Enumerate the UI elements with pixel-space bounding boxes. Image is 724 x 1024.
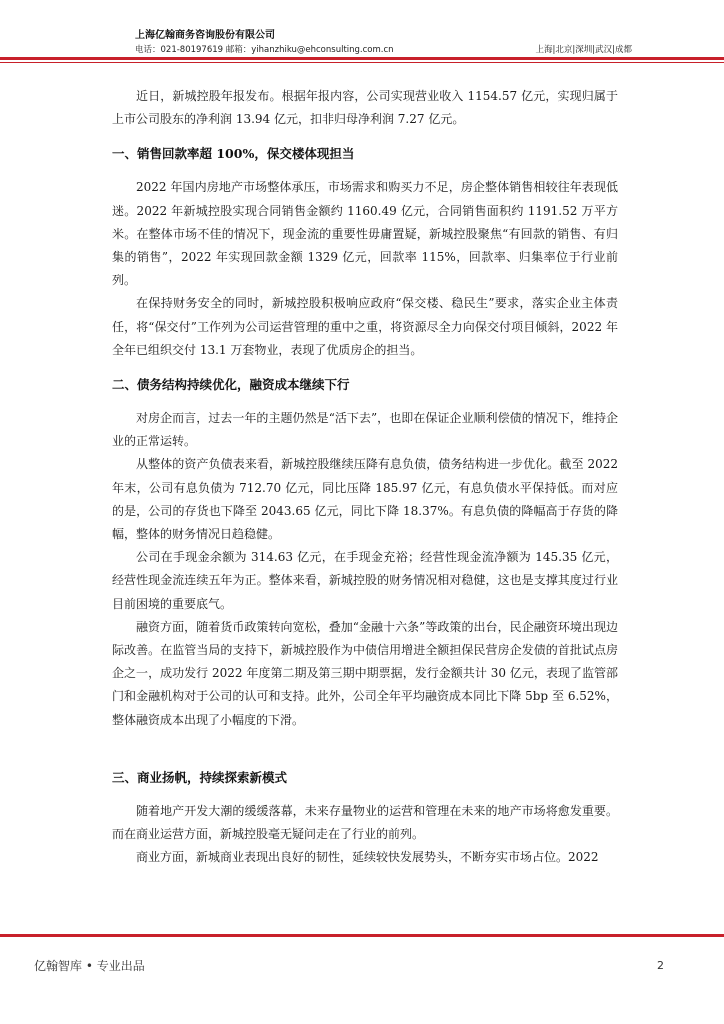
section-2-paragraph-1: 对房企而言，过去一年的主题仍然是“活下去”，也即在保证企业顺利偿债的情况下，维持企业的正常运转。	[112, 411, 618, 449]
section-2-paragraph-4: 融资方面，随着货币政策转向宽松，叠加“金融十六条”等政策的出台，民企融资环境出现边际改善。在监管当局的支持下，新城控股作为中债信用增进全额担保民营房企发债的首批试点房企之一，成功发行 2022 年度第二期及第三期中期票据，发行金额共计 30 亿元，表现了监管部门和金融机构对于公司的认可和支持。此外，公司全年平均融资成本同比下降 5bp 至 6.52%，整体融资成本出现了小幅度的下滑。	[112, 619, 618, 727]
section-2-paragraph-3: 公司在手现金余额为 314.63 亿元，在手现金充裕；经营性现金流净额为 145.35 亿元，经营性现金流连续五年为正。整体来看，新城控股的财务情况相对稳健，这也是支撑其度过行业目前困境的重要底气。	[112, 550, 618, 611]
footer-divider	[0, 934, 724, 937]
contact-info: 电话：021-80197619 邮箱：yihanzhiku@ehconsulting.com.cn	[135, 45, 394, 55]
section-3-paragraph-2: 商业方面，新城商业表现出良好的韧性，延续较快发展势头，不断夯实市场占位。2022	[136, 850, 599, 865]
article-body	[112, 85, 618, 869]
header-divider	[0, 57, 724, 60]
section-2-title: 二、债务结构持续优化，融资成本继续下行	[112, 377, 350, 393]
section-3-paragraph-1: 随着地产开发大潮的缓缓落幕，未来存量物业的运营和管理在未来的地产市场将愈发重要。而在商业运营方面，新城控股毫无疑问走在了行业的前列。	[112, 803, 618, 842]
footer-brand: 亿翰智库 • 专业出品	[34, 959, 145, 973]
section-1-paragraph-1: 2022 年国内房地产市场整体承压，市场需求和购买力不足，房企整体销售相较往年表现低迷。2022 年新城控股实现合同销售金额约 1160.49 亿元，合同销售面积约 1191.52 万平方米。在整体市场不佳的情况下，现金流的重要性毋庸置疑，新城控股聚焦“有回款的销售、有归集的销售”，2022 年实现回款金额 1329 亿元，回款率 115%，回款率、归集率位于行业前列。	[112, 180, 618, 288]
office-cities: 上海|北京|深圳|武汉|成都	[535, 45, 632, 55]
company-name: 上海亿翰商务咨询股份有限公司	[135, 30, 275, 41]
section-2-paragraph-2: 从整体的资产负债表来看，新城控股继续压降有息负债，债务结构进一步优化。截至 2022 年末，公司有息负债为 712.70 亿元，同比压降 185.97 亿元，有息负债水平保持低。而对应的是，公司的存货也下降至 2043.65 亿元，同比下降 18.37%。有息负债的降幅高于存货的降幅，整体的财务情况日趋稳健。	[112, 457, 618, 542]
section-1-title: 一、销售回款率超 100%，保交楼体现担当	[112, 146, 355, 162]
section-1-paragraph-2: 在保持财务安全的同时，新城控股积极响应政府“保交楼、稳民生”要求，落实企业主体责任，将“保交付”工作列为公司运营管理的重中之重，将资源尽全力向保交付项目倾斜，2022 年全年已组织交付 13.1 万套物业，表现了优质房企的担当。	[112, 296, 618, 357]
intro-paragraph: 近日，新城控股年报发布。根据年报内容，公司实现营业收入 1154.57 亿元，实现归属于上市公司股东的净利润 13.94 亿元，扣非归母净利润 7.27 亿元。	[112, 89, 618, 127]
header-divider-thin	[0, 62, 724, 63]
page-header	[0, 0, 724, 72]
section-3-title: 三、商业扬帆，持续探索新模式	[112, 769, 288, 785]
page-number: 2	[657, 959, 664, 972]
